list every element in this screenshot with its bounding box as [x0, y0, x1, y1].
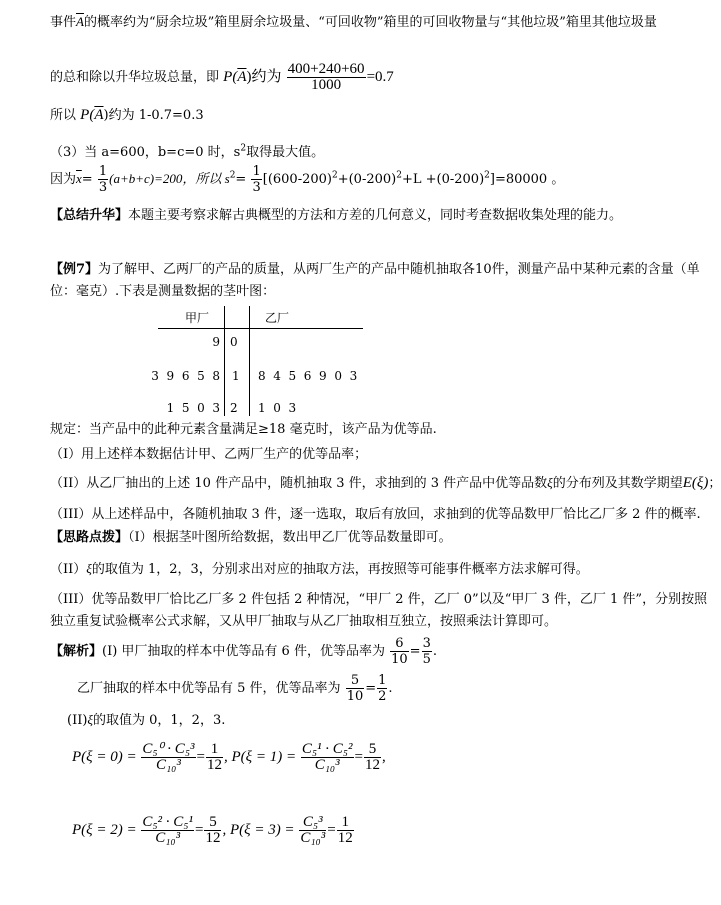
- header-rule: [158, 328, 363, 329]
- leaf-left: 3 9 6 5 8: [151, 369, 220, 383]
- fraction: $\frac{1}{12}$: [207, 741, 222, 773]
- fraction: $\frac{400+240+60}{1000}$: [287, 61, 365, 93]
- text: 的总和除以升华垃圾总量，即: [50, 70, 220, 85]
- event-symbol: $\overline{A}$: [76, 14, 84, 29]
- fraction: $\frac{3}{5}$: [422, 636, 431, 667]
- stem-rule-right: [249, 306, 250, 416]
- fraction: $\frac{6}{10}$: [391, 636, 408, 667]
- text: （3）当 a=600，b=c=0 时，s: [50, 145, 241, 160]
- solution-line: (II)ξ的取值为 0，1，2，3.: [67, 712, 226, 728]
- math: P(: [80, 107, 95, 123]
- math: P(: [223, 69, 238, 85]
- fraction: $\frac{1}{2}$: [378, 673, 387, 704]
- paragraph-line: [50, 14, 657, 31]
- fraction: $\frac{1}{12}$: [337, 814, 353, 846]
- hint-line: （III）优等品数甲厂恰比乙厂多 2 件包括 2 种情况，“甲厂 2 件，乙厂 0”以及“甲厂 3 件，乙厂 1 件”，分别按照: [50, 592, 708, 607]
- fraction: $\frac{5}{12}$: [364, 741, 380, 773]
- text: =0.7: [366, 69, 394, 85]
- formula-line: P(ξ = 0) = $\frac{\text{C₅⁰ · C₅³}}{\text{C₁₀³}}$ = $\frac{1}{12}$ , P(ξ = 1) = $\frac{\text{C₅¹ · C₅²}}{\text{C₁₀³}}$ = $\frac{5}{12}$ ,: [72, 741, 386, 773]
- fraction: $\frac{\text{C₅⁰ · C₅³}}{\text{C₁₀³}}$: [142, 741, 195, 773]
- stem: 1: [232, 369, 240, 383]
- superscript: 2: [240, 143, 247, 154]
- hint-line: （II）ξ的取值为 1，2，3，分别求出对应的抽取方法，再按照等可能事件概率方法求解可得。: [50, 561, 589, 577]
- paragraph-line: [50, 262, 700, 278]
- fraction: $\frac{5}{10}$: [346, 673, 364, 704]
- stem: 0: [230, 335, 238, 349]
- formula-line: P(ξ = 2) = $\frac{\text{C₅² · C₅¹}}{\text{C₁₀³}}$ = $\frac{5}{12}$ , P(ξ = 3) = $\frac{\text{C₅³}}{\text{C₁₀³}}$ = $\frac{1}{12}$: [72, 814, 353, 846]
- fraction: $\frac{5}{12}$: [205, 814, 221, 846]
- left-header: 甲厂: [185, 311, 210, 325]
- leaf-right: 8 4 5 6 9 0 3: [258, 369, 358, 383]
- paragraph-line: [50, 208, 622, 224]
- paragraph-line: [50, 62, 394, 93]
- solution-line: 【解析】(I) 甲厂抽取的样本中优等品有 6 件，优等品率为 $\frac{6}{10}$ = $\frac{3}{5}$ .: [50, 636, 437, 667]
- hint-line: 独立重复试验概率公式求解，又从甲厂抽取与从乙厂抽取相互独立，按照乘法计算即可。: [50, 614, 558, 629]
- question-3: （III）从上述样品中，各随机抽取 3 件，逐一选取，取后有放回，求抽到的优等品数甲厂恰比乙厂多 2 件的概率.: [50, 507, 701, 522]
- question-2: （II）从乙厂抽出的上述 10 件产品中，随机抽取 3 件，求抽到的 3 件产品中优等品数ξ的分布列及其数学期望E(ξ)；: [50, 475, 721, 491]
- section-tag: 【思路点拨】: [50, 530, 129, 545]
- fraction: $\frac{1}{3}$: [98, 164, 108, 195]
- solution-line: 乙厂抽取的样本中优等品有 5 件，优等品率为 $\frac{5}{10}$ = $\frac{1}{2}$ .: [77, 673, 393, 704]
- question-1: （I）用上述样本数据估计甲、乙两厂生产的优等品率；: [50, 447, 368, 462]
- text: 为了解甲、乙两厂的产品的质量，从两厂生产的产品中随机抽取各10件，测量产品中某种元素的含量（单: [98, 262, 700, 277]
- paragraph-line: [50, 145, 324, 161]
- fraction: $\frac{1}{3}$: [252, 164, 261, 195]
- section-tag: 【解析】: [50, 644, 103, 659]
- paragraph-line: [50, 107, 204, 124]
- paragraph-line: 因为$\overline{x}=$ $\frac{1}{3}$ (a+b+c)=200，所以 $s^2=$ $\frac{1}{3}$ $[(600-200)^2+(0-200)^2+L +(0-200)^2]=80000$ 。: [50, 164, 565, 195]
- text: 事件: [50, 15, 77, 30]
- math: $\overline{x}$: [76, 171, 82, 186]
- stem-rule-left: [224, 306, 225, 416]
- text: 取得最大值。: [246, 145, 325, 160]
- text: 所以: [50, 108, 77, 123]
- text: (a+b+c)=200，所以 s: [109, 171, 230, 186]
- leaf-right: 1 0 3: [258, 401, 297, 415]
- text: 因为: [50, 172, 77, 187]
- fraction: $\frac{\text{C₅¹ · C₅²}}{\text{C₁₀³}}$: [301, 741, 353, 773]
- section-tag: 【例7】: [50, 262, 99, 277]
- math: $\overline{A}$: [237, 69, 247, 85]
- paragraph-line: [50, 284, 275, 300]
- right-header: 乙厂: [265, 311, 290, 325]
- fraction: $\frac{\text{C₅³}}{\text{C₁₀³}}$: [300, 814, 326, 846]
- text: )约为 1-0.7=0.3: [103, 108, 204, 123]
- text: 本题主要考察求解古典概型的方法和方差的几何意义，同时考查数据收集处理的能力。: [128, 208, 623, 223]
- text: 的概率约为“厨余垃圾”箱里厨余垃圾量、“可回收物”箱里的可回收物量与“其他垃圾”箱里其他垃圾量: [83, 15, 657, 30]
- paragraph-line: 规定：当产品中的此种元素含量满足≥18 毫克时，该产品为优等品.: [50, 422, 437, 437]
- hint-line: 【思路点拨】（I）根据茎叶图所给数据，数出甲乙厂优等品数量即可。: [50, 530, 452, 545]
- section-tag: 【总结升华】: [50, 208, 129, 223]
- leaf-left: 1 5 0 3: [166, 401, 220, 415]
- text: )约为: [246, 69, 282, 85]
- stem: 2: [230, 401, 238, 415]
- fraction: $\frac{\text{C₅² · C₅¹}}{\text{C₁₀³}}$: [142, 814, 194, 846]
- math: $\overline{A}$: [94, 107, 104, 123]
- text: 位：毫克）.下表是测量数据的茎叶图：: [50, 284, 276, 299]
- leaf-left: 9: [212, 335, 220, 349]
